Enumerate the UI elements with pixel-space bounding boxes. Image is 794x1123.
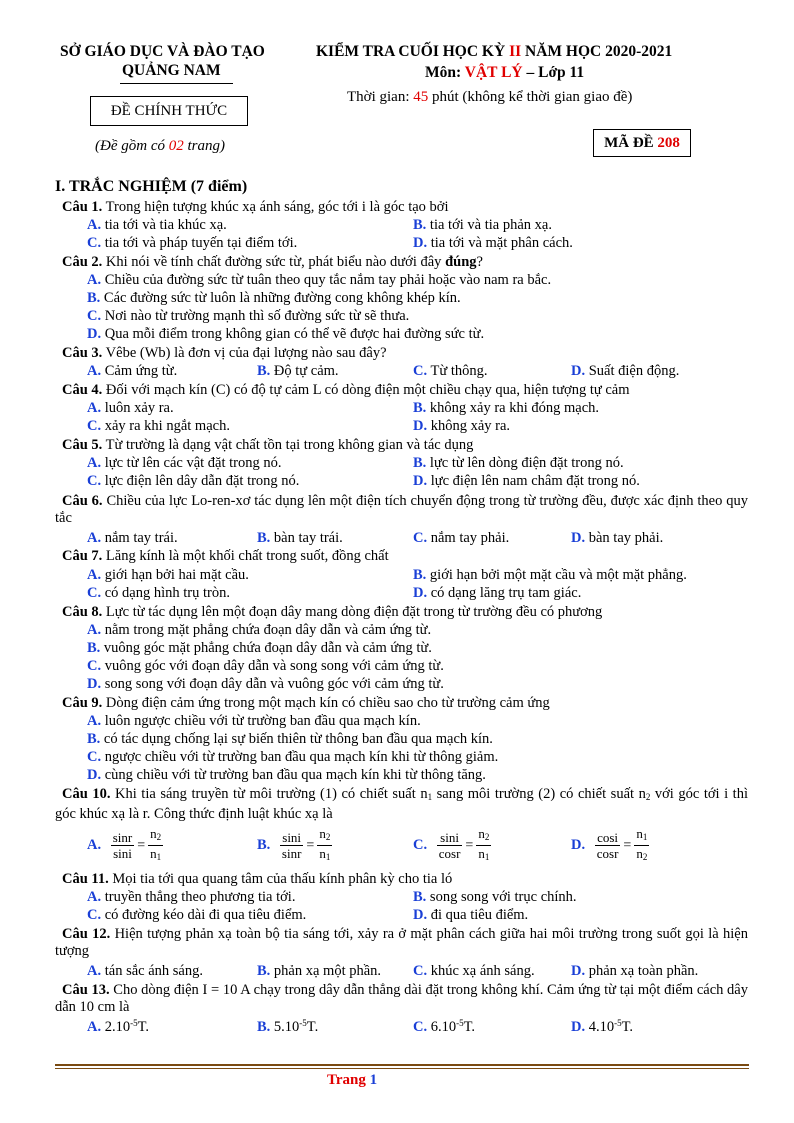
- question-6: Câu 6. Chiều của lực Lo-ren-xơ tác dụng lên một điện tích chuyển động trong từ trường đều, được xác định theo quy tắc: [55, 493, 748, 526]
- question-12: Câu 12. Hiện tượng phản xạ toàn bộ tia sáng tới, xảy ra ở mặt phân cách giữa hai môi trường trong suốt gọi là hiện tượng: [55, 926, 748, 959]
- exam-title: KIỂM TRA CUỐI HỌC KỲ II NĂM HỌC 2020-2021: [316, 43, 673, 60]
- option-10a[interactable]: A. $\frac{\sin r}{\sin i}$ = $\frac{n_2}{n_1}$: [87, 826, 163, 865]
- footer-rule-thin: [55, 1068, 749, 1069]
- option-8d[interactable]: D. song song với đoạn dây dẫn và vuông góc với cảm ứng từ.: [87, 676, 444, 692]
- option-6d[interactable]: D. bàn tay phải.: [571, 530, 664, 546]
- option-10b[interactable]: B. $\frac{\sin i}{\sin r}$ = $\frac{n_2}{n_1}$: [257, 826, 332, 865]
- option-2b[interactable]: B. Các đường sức từ luôn là những đường cong không khép kín.: [87, 290, 461, 306]
- option-4c[interactable]: C. xảy ra khi ngắt mạch.: [87, 418, 230, 434]
- option-2a[interactable]: A. Chiều của đường sức từ tuân theo quy tắc nắm tay phải hoặc vào nam ra bắc.: [87, 272, 552, 288]
- option-4d[interactable]: D. không xảy ra.: [413, 418, 511, 434]
- option-10d[interactable]: D. $\frac{\cos i}{\cos r}$ = $\frac{n_1}{n_2}$: [571, 826, 649, 865]
- formula-fraction: $\frac{\sin i}{\sin r}$: [281, 830, 302, 861]
- question-1: Câu 1. Trong hiện tượng khúc xạ ánh sáng, góc tới i là góc tạo bởi: [62, 199, 449, 215]
- option-9c[interactable]: C. ngược chiều với từ trường ban đầu qua mạch kín khi từ thông giảm.: [87, 749, 499, 765]
- option-1d[interactable]: D. tia tới và mặt phân cách.: [413, 235, 573, 251]
- option-3d[interactable]: D. Suất điện động.: [571, 363, 680, 379]
- option-1a[interactable]: A. tia tới và tia khúc xạ.: [87, 217, 227, 233]
- option-4a[interactable]: A. luôn xảy ra.: [87, 400, 174, 416]
- official-label: ĐỀ CHÍNH THỨC: [110, 103, 228, 119]
- exam-code-box: MÃ ĐỀ 208: [593, 129, 691, 157]
- option-11d[interactable]: D. đi qua tiêu điểm.: [413, 907, 529, 923]
- option-13d[interactable]: D. $4.10^{-5}T$.: [571, 1018, 634, 1035]
- option-12b[interactable]: B. phản xạ một phần.: [257, 963, 382, 979]
- option-9b[interactable]: B. có tác dụng chống lại sự biến thiên từ thông ban đầu qua mạch kín.: [87, 731, 493, 747]
- option-5b[interactable]: B. lực từ lên dòng điện đặt trong nó.: [413, 455, 624, 471]
- formula-fraction: $\frac{n_1}{n_2}$: [634, 826, 649, 865]
- option-7a[interactable]: A. giới hạn bởi hai mặt cầu.: [87, 567, 249, 583]
- option-10c[interactable]: C. $\frac{\sin i}{\cos r}$ = $\frac{n_2}{n_1}$: [413, 826, 491, 865]
- question-2: Câu 2. Khi nói về tính chất đường sức từ, phát biểu nào dưới đây đúng?: [62, 254, 483, 270]
- option-3b[interactable]: B. Độ tự cảm.: [257, 363, 339, 379]
- option-2d[interactable]: D. Qua mỗi điểm trong không gian có thể vẽ được hai đường sức từ.: [87, 326, 485, 342]
- section-title: I. TRẮC NGHIỆM (7 điểm): [55, 178, 248, 195]
- option-9d[interactable]: D. cùng chiều với từ trường ban đầu qua mạch kín khi từ thông tăng.: [87, 767, 486, 783]
- question-7: Câu 7. Lăng kính là một khối chất trong suốt, đồng chất: [62, 548, 389, 564]
- formula-fraction: $\frac{n_2}{n_1}$: [317, 826, 332, 865]
- option-9a[interactable]: A. luôn ngược chiều với từ trường ban đầu qua mạch kín.: [87, 713, 421, 729]
- option-3a[interactable]: A. Cảm ứng từ.: [87, 363, 178, 379]
- question-5: Câu 5. Từ trường là dạng vật chất tồn tại trong không gian và tác dụng: [62, 437, 474, 453]
- option-11c[interactable]: C. có đường kéo dài đi qua tiêu điểm.: [87, 907, 307, 923]
- option-7d[interactable]: D. có dạng lăng trụ tam giác.: [413, 585, 582, 601]
- question-13: Câu 13. Cho dòng điện I = 10 A chạy trong dây dẫn thẳng dài đặt trong không khí. Cảm ứng từ tại một điểm cách dây dẫn 10 cm là: [55, 982, 748, 1015]
- option-5c[interactable]: C. lực điện lên dây dẫn đặt trong nó.: [87, 473, 300, 489]
- option-13c[interactable]: C. $6.10^{-5}T$.: [413, 1018, 476, 1035]
- option-13a[interactable]: A. $2.10^{-5}T$.: [87, 1018, 150, 1035]
- subject-line: Môn: VẬT LÝ – Lớp 11: [425, 64, 585, 81]
- official-badge: [90, 96, 248, 126]
- question-3: Câu 3. Vêbe (Wb) là đơn vị của đại lượng nào sau đây?: [62, 345, 387, 361]
- question-10: Câu 10. Khi tia sáng truyền từ môi trường (1) có chiết suất $n_1$ sang môi trường (2) có chiết suất $n_2$ với góc tới i thì góc khúc xạ là r. Công thức định luật khúc xạ là: [55, 786, 748, 822]
- option-5d[interactable]: D. lực điện lên nam châm đặt trong nó.: [413, 473, 640, 489]
- header-underline: [120, 83, 233, 84]
- option-12d[interactable]: D. phản xạ toàn phần.: [571, 963, 699, 979]
- option-1b[interactable]: B. tia tới và tia phản xạ.: [413, 217, 552, 233]
- option-4b[interactable]: B. không xảy ra khi đóng mạch.: [413, 400, 600, 416]
- province-name: QUẢNG NAM: [122, 62, 221, 79]
- option-8a[interactable]: A. nằm trong mặt phẳng chứa đoạn dây dẫn và cảm ứng từ.: [87, 622, 432, 638]
- option-8b[interactable]: B. vuông góc mặt phẳng chứa đoạn dây dẫn và cảm ứng từ.: [87, 640, 432, 656]
- option-11b[interactable]: B. song song với trục chính.: [413, 889, 577, 905]
- option-12c[interactable]: C. khúc xạ ánh sáng.: [413, 963, 535, 979]
- page-number: Trang 1: [327, 1072, 378, 1088]
- option-5a[interactable]: A. lực từ lên các vật đặt trong nó.: [87, 455, 282, 471]
- option-6b[interactable]: B. bàn tay trái.: [257, 530, 343, 546]
- formula-fraction: $\frac{\sin r}{\sin i}$: [112, 830, 133, 861]
- question-4: Câu 4. Đối với mạch kín (C) có độ tự cảm L có dòng điện một chiều chạy qua, hiện tượng tự cảm: [62, 382, 630, 398]
- option-7c[interactable]: C. có dạng hình trụ tròn.: [87, 585, 230, 601]
- question-11: Câu 11. Mọi tia tới qua quang tâm của thấu kính phân kỳ cho tia ló: [62, 871, 453, 887]
- formula-fraction: $\frac{n_2}{n_1}$: [148, 826, 163, 865]
- time-line: Thời gian: 45 phút (không kể thời gian giao đề): [347, 89, 633, 105]
- formula-fraction: $\frac{\sin i}{\cos r}$: [438, 830, 461, 861]
- department-name: SỞ GIÁO DỤC VÀ ĐÀO TẠO: [60, 43, 265, 60]
- option-11a[interactable]: A. truyền thẳng theo phương tia tới.: [87, 889, 296, 905]
- option-2c[interactable]: C. Nơi nào từ trường mạnh thì số đường sức từ sẽ thưa.: [87, 308, 410, 324]
- question-8: Câu 8. Lực từ tác dụng lên một đoạn dây mang dòng điện đặt trong từ trường đều có phương: [62, 604, 603, 620]
- option-1c[interactable]: C. tia tới và pháp tuyến tại điểm tới.: [87, 235, 298, 251]
- option-13b[interactable]: B. $5.10^{-5}T$.: [257, 1018, 319, 1035]
- formula-fraction: $\frac{\cos i}{\cos r}$: [596, 830, 619, 861]
- option-12a[interactable]: A. tán sắc ánh sáng.: [87, 963, 203, 979]
- formula-fraction: $\frac{n_2}{n_1}$: [476, 826, 491, 865]
- option-7b[interactable]: B. giới hạn bởi một mặt cầu và một mặt phẳng.: [413, 567, 687, 583]
- option-8c[interactable]: C. vuông góc với đoạn dây dẫn và song song với cảm ứng từ.: [87, 658, 444, 674]
- option-6a[interactable]: A. nắm tay trái.: [87, 530, 178, 546]
- option-3c[interactable]: C. Từ thông.: [413, 363, 488, 379]
- footer-rule-thick: [55, 1064, 749, 1066]
- question-9: Câu 9. Dòng điện cảm ứng trong một mạch kín có chiều sao cho từ trường cảm ứng: [62, 695, 550, 711]
- page-count-note: (Đề gồm có 02 trang): [95, 138, 225, 154]
- option-6c[interactable]: C. nắm tay phải.: [413, 530, 510, 546]
